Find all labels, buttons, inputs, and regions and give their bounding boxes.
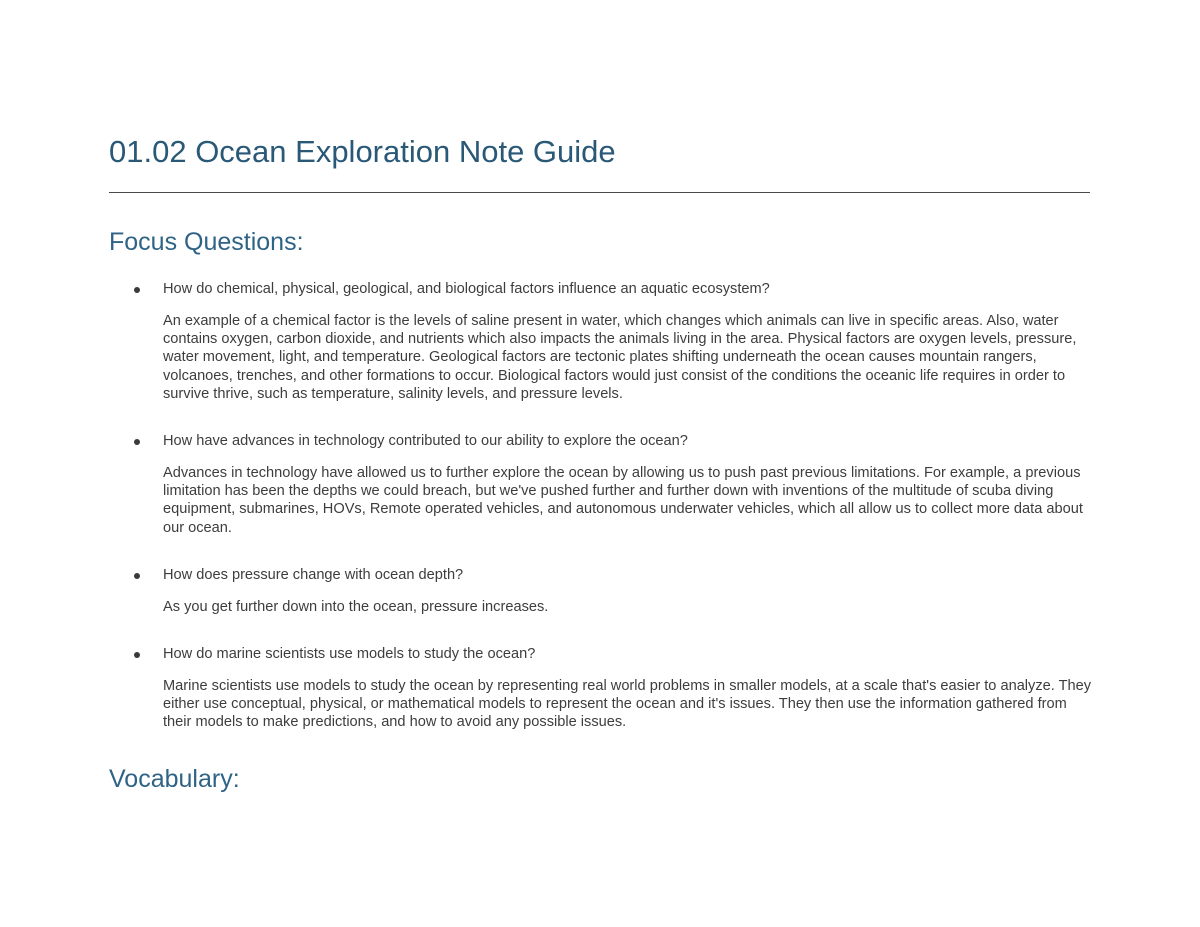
question-text: How does pressure change with ocean depth? [163, 567, 464, 583]
question-text: How do marine scientists use models to study the ocean? [163, 646, 536, 662]
bullet-icon [134, 439, 140, 445]
answer-text: Marine scientists use models to study the ocean by representing real world problems in smaller models, at a scale that's easier to analyze. They either use conceptual, physical, or mathematical models to represent the ocean and it's issues. They then use the information gathered from their models to make predictions, and how to avoid any possible issues. [163, 678, 1092, 731]
answer-text: An example of a chemical factor is the levels of saline present in water, which changes which animals can live in specific areas. Also, water contains oxygen, carbon dioxide, and nutrients which also impacts the animals living in the area. Physical factors are oxygen levels, pressure, water movement, light, and temperature. Geological factors are tectonic plates shifting underneath the ocean causes mountain rangers, volcanoes, trenches, and other formations to occur. Biological factors would just consist of the conditions the oceanic life requires in order to survive thrive, such as temperature, salinity levels, and pressure levels. [163, 313, 1077, 402]
question-text: How have advances in technology contributed to our ability to explore the ocean? [163, 433, 688, 449]
question-text: How do chemical, physical, geological, and biological factors influence an aquatic ecosystem? [163, 281, 770, 297]
answer-text: As you get further down into the ocean, pressure increases. [163, 599, 549, 615]
bullet-icon [134, 287, 140, 293]
bullet-icon [134, 652, 140, 658]
answer-text: Advances in technology have allowed us to further explore the ocean by allowing us to push past previous limitations. For example, a previous limitation has been the depths we could breach, but we've pushed further and further down with inventions of the multitude of scuba diving equipment, submarines, HOVs, Remote operated vehicles, and autonomous underwater vehicles, which all allow us to collect more data about our ocean. [163, 465, 1083, 536]
page-title: 01.02 Ocean Exploration Note Guide [109, 134, 616, 169]
bullet-icon [134, 573, 140, 579]
vocabulary-heading: Vocabulary: [109, 765, 240, 793]
focus-questions-heading: Focus Questions: [109, 228, 304, 256]
